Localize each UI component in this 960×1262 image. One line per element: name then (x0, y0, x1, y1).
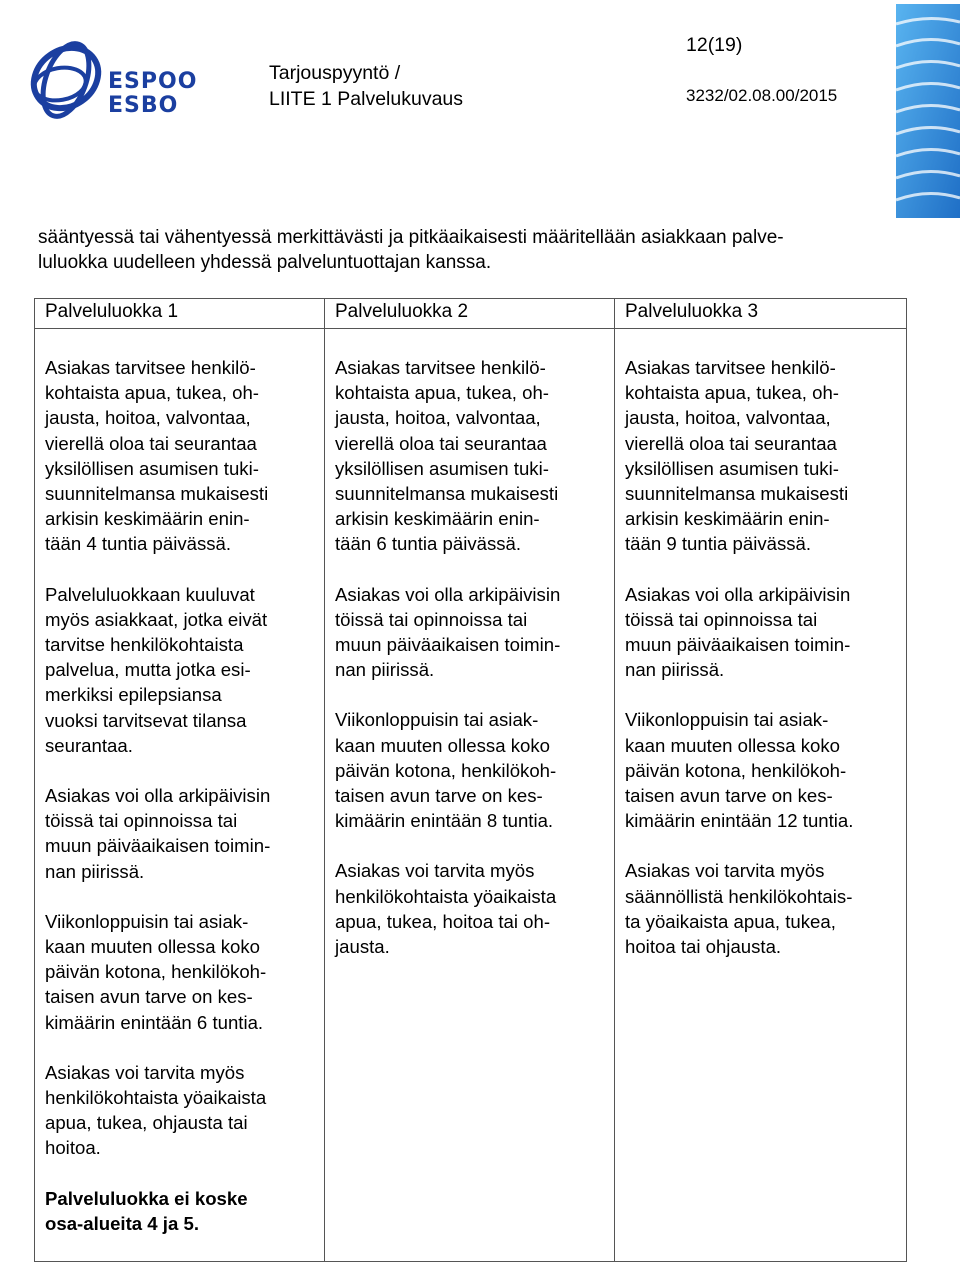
text-line: suunnitelmansa mukaisesti (625, 483, 849, 505)
text-line: ta yöaikaista apua, tukea, (625, 910, 836, 932)
text-line: vierellä oloa tai seurantaa (625, 432, 837, 454)
text-line: Palveluluokka ei koske (45, 1187, 248, 1209)
text-line: taisen avun tarve on kes- (45, 986, 253, 1008)
text-line: tarvitse henkilökohtaista (45, 634, 244, 656)
logo-text-espoo: ESPOO (108, 69, 198, 94)
class-3-description (615, 329, 907, 1262)
intro-line-2: luluokka uudelleen yhdessä palveluntuottajan kanssa. (38, 252, 492, 273)
service-class-table (34, 298, 907, 1262)
text-line: Asiakas voi olla arkipäivisin (335, 583, 561, 605)
paragraph (45, 1186, 314, 1236)
paragraph (335, 858, 604, 959)
paragraph (45, 1060, 314, 1161)
text-line: kohtaista apua, tukea, oh- (45, 382, 259, 404)
document-title (269, 60, 463, 112)
text-line: suunnitelmansa mukaisesti (45, 483, 269, 505)
text-line: töissä tai opinnoissa tai (335, 608, 528, 630)
text-line: yksilöllisen asumisen tuki- (45, 457, 259, 479)
paragraph (45, 783, 314, 884)
paragraph (45, 582, 314, 758)
text-line: henkilökohtaista yöaikaista (45, 1087, 267, 1109)
text-line: jausta, hoitoa, valvontaa, (335, 407, 541, 429)
text-line: jausta. (335, 936, 390, 958)
text-line: arkisin keskimäärin enin- (45, 508, 250, 530)
text-line: säännöllistä henkilökohtais- (625, 885, 853, 907)
document-reference: 3232/02.08.00/2015 (686, 86, 838, 105)
text-line: arkisin keskimäärin enin- (335, 508, 540, 530)
text-line: kaan muuten ollessa koko (625, 734, 840, 756)
text-line: Asiakas voi olla arkipäivisin (625, 583, 851, 605)
text-line: kimäärin enintään 8 tuntia. (335, 810, 554, 832)
text-line: päivän kotona, henkilökoh- (45, 961, 267, 983)
text-line: merkiksi epilepsiansa (45, 684, 222, 706)
text-line: apua, tukea, hoitoa tai oh- (335, 910, 551, 932)
document-title-line-1: Tarjouspyyntö / (269, 62, 401, 84)
text-line: Asiakas tarvitsee henkilö- (335, 357, 546, 378)
text-line: tään 9 tuntia päivässä. (625, 533, 812, 555)
column-header-class-2: Palveluluokka 2 (325, 299, 615, 329)
text-line: Asiakas voi tarvita myös (335, 860, 535, 882)
text-line: muun päiväaikaisen toimin- (45, 835, 271, 857)
text-line: muun päiväaikaisen toimin- (335, 634, 561, 656)
text-line: yksilöllisen asumisen tuki- (625, 457, 839, 479)
text-line: Asiakas tarvitsee henkilö- (45, 357, 256, 378)
column-header-class-3: Palveluluokka 3 (615, 299, 907, 329)
text-line: nan piirissä. (625, 659, 725, 681)
intro-paragraph (38, 225, 918, 275)
text-line: seurantaa. (45, 734, 133, 756)
class-1-description (35, 329, 325, 1262)
text-line: tään 4 tuntia päivässä. (45, 533, 232, 555)
text-line: Asiakas tarvitsee henkilö- (625, 357, 836, 378)
espoo-logo (22, 34, 198, 126)
text-line: kaan muuten ollessa koko (45, 936, 260, 958)
table-body-row (35, 329, 907, 1262)
paragraph (625, 355, 896, 557)
text-line: Viikonloppuisin tai asiak- (625, 709, 829, 731)
text-line: taisen avun tarve on kes- (625, 785, 833, 807)
text-line: palvelua, mutta jotka esi- (45, 659, 251, 681)
text-line: kohtaista apua, tukea, oh- (335, 382, 549, 404)
text-line: Asiakas voi olla arkipäivisin (45, 785, 271, 807)
text-line: töissä tai opinnoissa tai (625, 608, 818, 630)
text-line: Viikonloppuisin tai asiak- (335, 709, 539, 731)
paragraph (335, 582, 604, 683)
paragraph (625, 582, 896, 683)
text-line: Palveluluokkaan kuuluvat (45, 583, 255, 605)
text-line: vierellä oloa tai seurantaa (45, 432, 257, 454)
class-2-description (325, 329, 615, 1262)
column-header-class-1: Palveluluokka 1 (35, 299, 325, 329)
paragraph (45, 355, 314, 557)
text-line: henkilökohtaista yöaikaista (335, 885, 557, 907)
text-line: nan piirissä. (335, 659, 435, 681)
text-line: vierellä oloa tai seurantaa (335, 432, 547, 454)
text-line: suunnitelmansa mukaisesti (335, 483, 559, 505)
text-line: kimäärin enintään 12 tuntia. (625, 810, 854, 832)
text-line: yksilöllisen asumisen tuki- (335, 457, 549, 479)
text-line: hoitoa. (45, 1137, 101, 1159)
intro-line-1: sääntyessä tai vähentyessä merkittävästi ja pitkäaikaisesti määritellään asiakkaan palve- (38, 227, 784, 248)
text-line: apua, tukea, ohjausta tai (45, 1112, 248, 1134)
text-line: jausta, hoitoa, valvontaa, (625, 407, 831, 429)
paragraph (625, 858, 896, 959)
paragraph (335, 707, 604, 833)
text-line: Asiakas voi tarvita myös (625, 860, 825, 882)
text-line: muun päiväaikaisen toimin- (625, 634, 851, 656)
text-line: töissä tai opinnoissa tai (45, 810, 238, 832)
text-line: kaan muuten ollessa koko (335, 734, 550, 756)
text-line: kohtaista apua, tukea, oh- (625, 382, 839, 404)
paragraph (335, 355, 604, 557)
text-line: Asiakas voi tarvita myös (45, 1061, 245, 1083)
text-line: taisen avun tarve on kes- (335, 785, 543, 807)
paragraph (625, 707, 896, 833)
text-line: vuoksi tarvitsevat tilansa (45, 709, 247, 731)
table-header-row (35, 299, 907, 329)
text-line: päivän kotona, henkilökoh- (625, 759, 847, 781)
text-line: myös asiakkaat, jotka eivät (45, 608, 268, 630)
text-line: päivän kotona, henkilökoh- (335, 759, 557, 781)
text-line: nan piirissä. (45, 860, 145, 882)
text-line: kimäärin enintään 6 tuntia. (45, 1011, 264, 1033)
text-line: tään 6 tuntia päivässä. (335, 533, 522, 555)
text-line: hoitoa tai ohjausta. (625, 936, 782, 958)
document-title-line-2: LIITE 1 Palvelukuvaus (269, 88, 464, 110)
page-number: 12(19) (686, 34, 743, 56)
text-line: jausta, hoitoa, valvontaa, (45, 407, 251, 429)
corner-stripes-decoration (896, 4, 960, 218)
paragraph (45, 909, 314, 1035)
text-line: arkisin keskimäärin enin- (625, 508, 830, 530)
logo-text-esbo: ESBO (108, 93, 179, 118)
text-line: osa-alueita 4 ja 5. (45, 1212, 199, 1234)
text-line: Viikonloppuisin tai asiak- (45, 910, 249, 932)
